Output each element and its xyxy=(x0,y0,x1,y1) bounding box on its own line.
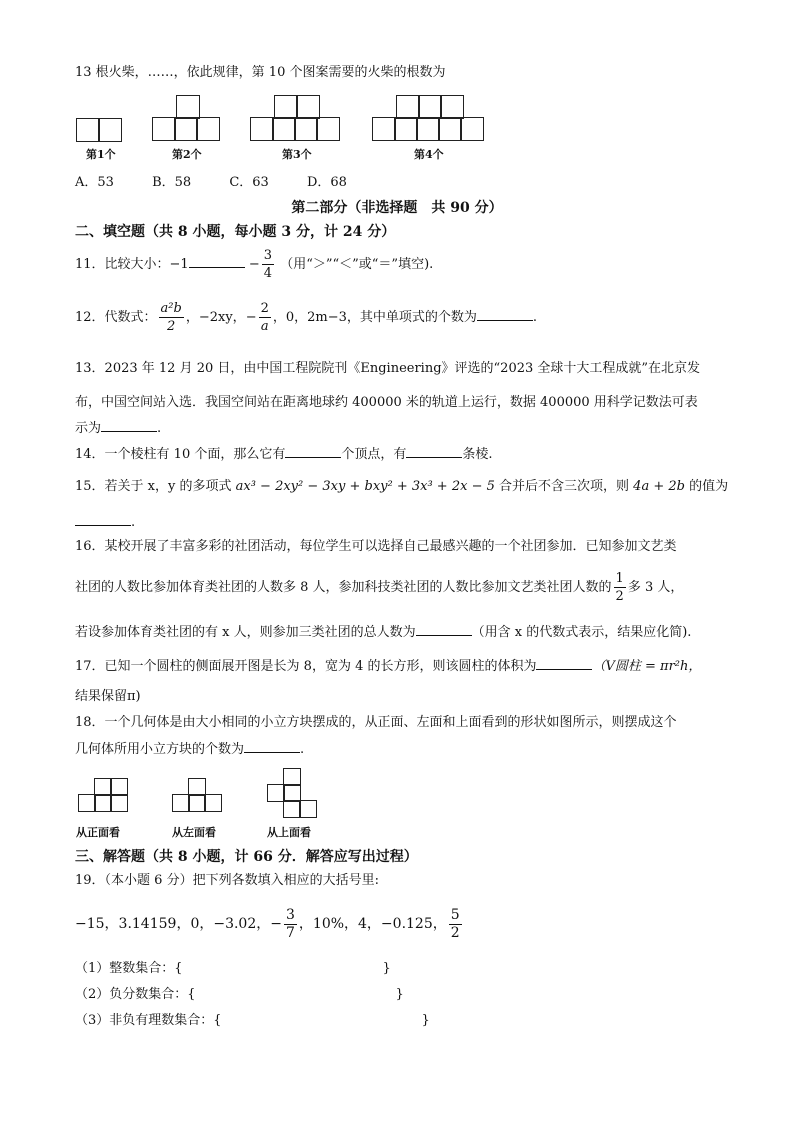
q13-end: . xyxy=(157,421,162,436)
q19-set-label: （2）负分数集合：{ xyxy=(75,987,196,1002)
q17-text: 17．已知一个圆柱的侧面展开图是长为 8，宽为 4 的长方形，则该圆柱的体积为 xyxy=(75,659,537,674)
q12-mid: ，−2xy， xyxy=(185,310,246,325)
q19-set-label: （3）非负有理数集合：{ xyxy=(75,1013,222,1028)
q18-blank[interactable] xyxy=(244,739,300,753)
q18-view-label-front: 从正面看 xyxy=(76,826,120,839)
q12-fraction-2: $\frac{2}{a}$ xyxy=(260,301,269,334)
q16-line2 xyxy=(75,570,683,606)
q13-line1: 13．2023 年 12 月 20 日，由中国工程院院刊《Engineering》评选的“2023 全球十大工程成就”在北京发 xyxy=(75,361,701,376)
q19-set-close: } xyxy=(421,1013,430,1028)
q15-line2 xyxy=(75,512,135,532)
q14-blank-vertices[interactable] xyxy=(285,444,341,458)
q13-line3 xyxy=(75,418,161,438)
q12 xyxy=(75,300,537,336)
q11-text: 11．比较大小：−1 xyxy=(75,257,189,272)
part2-title: 第二部分（非选择题 共 90 分） xyxy=(291,200,503,216)
q10-text: 13 根火柴，……，依此规律，第 10 个图案需要的火柴的根数为 xyxy=(75,65,446,80)
q10-fig-label-1: 第1个 xyxy=(86,148,116,161)
q19-numbers-pre: −15，3.14159，0，−3.02， xyxy=(75,916,271,932)
q12-blank[interactable] xyxy=(477,307,533,321)
q16-blank[interactable] xyxy=(416,622,472,636)
q19-intro: 19．（本小题 6 分）把下列各数填入相应的大括号里: xyxy=(75,873,379,888)
q12-post: ，0，2m−3，其中单项式的个数为 xyxy=(272,310,477,325)
q16-fraction: $\frac{1}{2}$ xyxy=(615,571,624,604)
q10-options xyxy=(75,174,347,192)
q13-line2: 布，中国空间站入选．我国空间站在距离地球约 400000 米的轨道上运行，数据 400000 用科学记数法可表 xyxy=(75,395,698,410)
q15-expr: 4a + 2b xyxy=(633,479,685,494)
q13-blank[interactable] xyxy=(101,418,157,432)
q11-fraction: $\frac{3}{4}$ xyxy=(263,248,273,281)
q16-line1: 16．某校开展了丰富多彩的社团活动，每位学生可以选择自己最感兴趣的一个社团参加．已知参加文艺类 xyxy=(75,539,677,554)
section2-title: 二、填空题（共 8 小题，每小题 3 分，计 24 分） xyxy=(75,224,396,240)
q13-line3-text: 示为 xyxy=(75,421,102,436)
q17-blank[interactable] xyxy=(536,656,592,670)
q11-hint: （用“＞”“＜”或“＝”填空). xyxy=(280,257,434,272)
q19-fraction-1: $\frac{3}{7}$ xyxy=(285,906,295,941)
q16-line3 xyxy=(75,622,691,642)
q19-set-integers[interactable] xyxy=(75,960,391,978)
section3-title: 三、解答题（共 8 小题，计 66 分．解答应写出过程） xyxy=(75,849,418,865)
q16-line2-post: 多 3 人， xyxy=(627,580,684,595)
q17-line2: 结果保留π) xyxy=(75,689,141,704)
q19-set-negative-fractions[interactable] xyxy=(75,986,404,1004)
q19-set-close: } xyxy=(395,987,404,1002)
q15-end: 的值为 xyxy=(689,479,729,494)
q19-set-nonnegative-rationals[interactable] xyxy=(75,1012,430,1030)
q16-line3-post: （用含 x 的代数式表示，结果应化简). xyxy=(471,625,692,640)
q18-line2-text: 几何体所用小立方块的个数为 xyxy=(75,742,245,757)
q12-end: . xyxy=(532,310,538,325)
q18-line2 xyxy=(75,739,304,759)
q19-minus: − xyxy=(270,916,282,932)
q17 xyxy=(75,656,701,676)
q14-blank-edges[interactable] xyxy=(406,444,462,458)
q11-blank[interactable] xyxy=(189,254,245,268)
option-b[interactable]: B．58 xyxy=(152,175,192,190)
q19-set-label: （1）整数集合：{ xyxy=(75,961,183,976)
q12-fraction-1: $\frac{\text{a²b}}{2}$ xyxy=(160,301,182,334)
q18-top-view xyxy=(265,768,325,838)
q18-front-view xyxy=(76,778,136,838)
option-a[interactable]: A．53 xyxy=(75,175,114,190)
q12-minus: − xyxy=(245,310,257,325)
q18-line1: 18．一个几何体是由大小相同的小立方块摆成的，从正面、左面和上面看到的形状如图所示，则摆成这个 xyxy=(75,715,677,730)
q11 xyxy=(75,247,433,283)
q15-mid: 合并后不含三次项，则 xyxy=(499,479,630,494)
option-c[interactable]: C．63 xyxy=(229,175,269,190)
q15-blank[interactable] xyxy=(75,512,131,526)
q15-line2-end: . xyxy=(131,515,136,530)
q18-end: . xyxy=(300,742,305,757)
q19-set-close: } xyxy=(382,961,391,976)
q19-numbers-mid: ，10%，4，−0.125， xyxy=(298,916,447,932)
q19-fraction-2: $\frac{5}{2}$ xyxy=(450,906,460,941)
q15-text: 15．若关于 x，y 的多项式 xyxy=(75,479,232,494)
q12-text: 12．代数式： xyxy=(75,310,157,325)
q10-figure-1 xyxy=(76,118,126,163)
q10-figure-4 xyxy=(372,95,492,163)
q10-figure-2 xyxy=(152,95,227,163)
q15-polynomial: ax³ − 2xy² − 3xy + bxy² + 3x³ + 2x − 5 xyxy=(235,479,495,494)
q14-mid: 个顶点，有 xyxy=(341,447,407,462)
q11-minus: − xyxy=(248,257,260,272)
q18-view-label-left: 从左面看 xyxy=(172,826,216,839)
q18-left-view xyxy=(170,778,230,838)
q14 xyxy=(75,444,493,464)
q10-fig-label-3: 第3个 xyxy=(282,148,312,161)
q18-view-label-top: 从上面看 xyxy=(267,826,311,839)
q15 xyxy=(75,478,728,496)
q16-line3-text: 若设参加体育类社团的有 x 人，则参加三类社团的总人数为 xyxy=(75,625,416,640)
q14-end: 条棱. xyxy=(462,447,493,462)
option-d[interactable]: D．68 xyxy=(306,175,347,190)
q19-numbers xyxy=(75,906,464,942)
q16-line2-text: 社团的人数比参加体育类社团的人数多 8 人，参加科技类社团的人数比参加文艺类社团人数的 xyxy=(75,580,612,595)
q10-figure-3 xyxy=(250,95,350,163)
q14-text: 14．一个棱柱有 10 个面，那么它有 xyxy=(75,447,286,462)
q10-fig-label-2: 第2个 xyxy=(172,148,202,161)
q10-fig-label-4: 第4个 xyxy=(414,148,444,161)
q17-formula: （V圆柱 = πr²h， xyxy=(592,659,702,674)
